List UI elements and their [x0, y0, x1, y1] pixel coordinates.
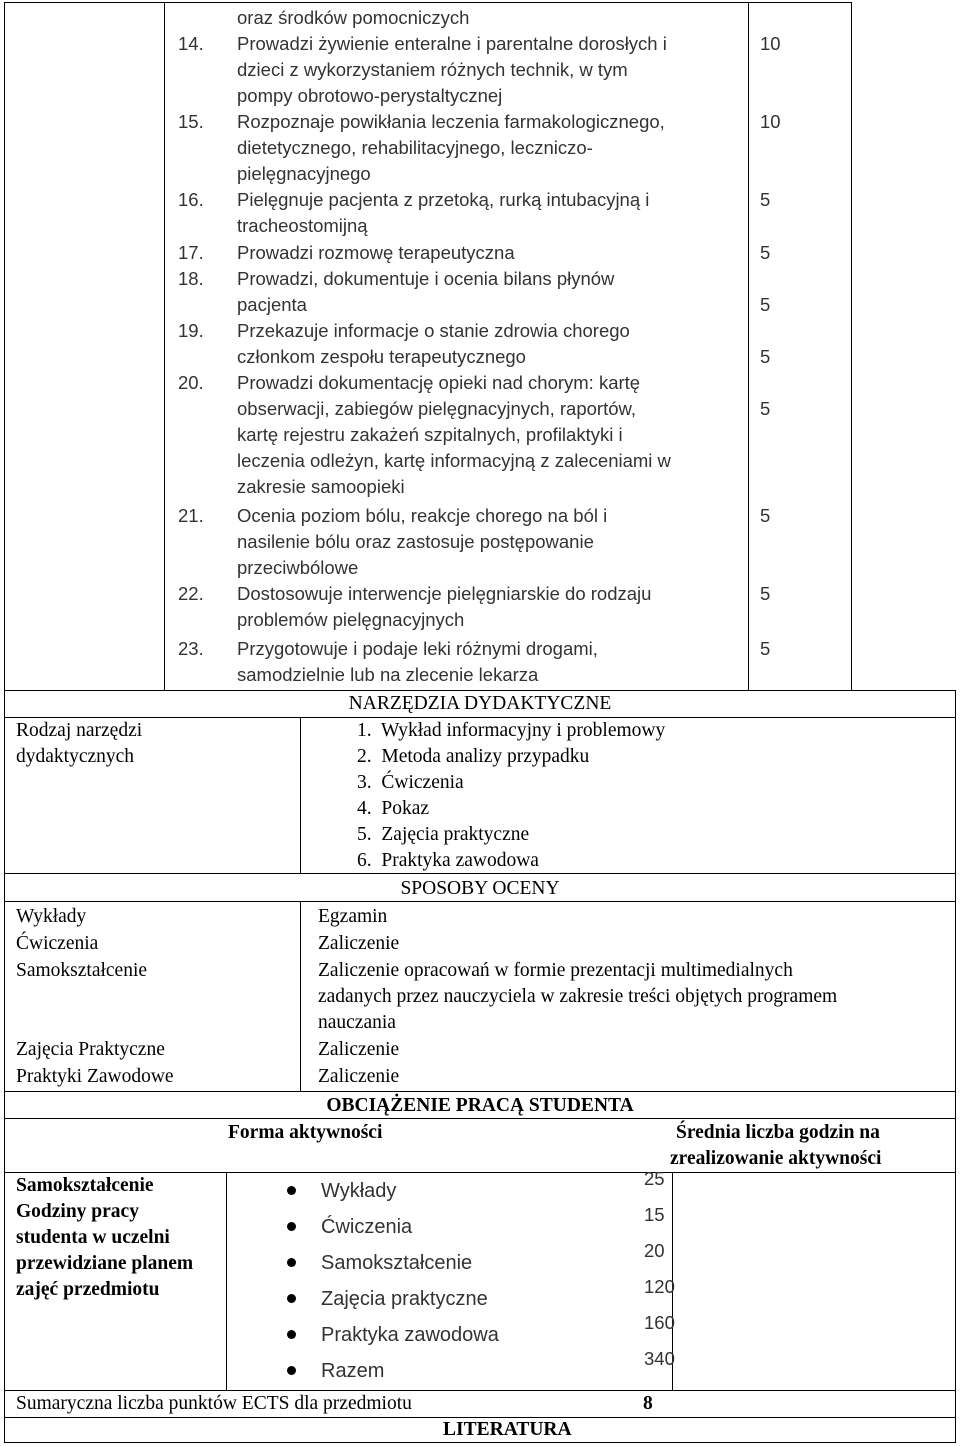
item-text-line: Prowadzi dokumentację opieki nad chorym: kartę — [237, 372, 641, 393]
bullet-icon — [287, 1330, 296, 1339]
item-number: 14. — [178, 33, 204, 54]
item-text-line: leczenia odleżyn, kartę informacyjną z zaleceniami w — [237, 450, 671, 471]
assessment-heading: SPOSOBY OCENY — [400, 878, 560, 899]
item-text-line: członkom zespołu terapeutycznego — [237, 346, 526, 367]
continuation-line: oraz środków pomocniczych — [237, 7, 470, 28]
item-text-line: kartę rejestru zakażeń szpitalnych, profilaktyki i — [237, 424, 623, 445]
item-number: 21. — [178, 505, 204, 526]
ects-label: Sumaryczna liczba punktów ECTS dla przedmiotu — [16, 1393, 412, 1414]
item-text-line: obserwacji, zabiegów pielęgnacyjnych, raportów, — [237, 398, 636, 419]
item-text-line: dietetycznego, rehabilitacyjnego, leczniczo- — [237, 137, 593, 158]
item-text — [237, 370, 671, 500]
item-text-line: nasilenie bólu oraz zastosuje postępowanie — [237, 531, 594, 552]
item-points: 5 — [760, 189, 771, 210]
activity-name: Praktyka zawodowa — [321, 1324, 499, 1346]
assess-label-exercises: Ćwiczenia — [16, 933, 99, 954]
ects-value: 8 — [643, 1393, 653, 1414]
item-text — [237, 240, 515, 266]
bullet-icon — [287, 1294, 296, 1303]
item-points: 5 — [760, 242, 771, 263]
border-workload-divider — [226, 1172, 227, 1390]
workload-heading: OBCIĄŻENIE PRACĄ STUDENTA — [326, 1095, 634, 1116]
activity-hours: 120 — [644, 1276, 675, 1297]
item-text-line: Prowadzi żywienie enteralne i parentalne dorosłych i — [237, 33, 667, 54]
item-text-line: Przygotowuje i podaje leki różnymi drogami, — [237, 638, 598, 659]
workload-label-line3: studenta w uczelni — [16, 1227, 170, 1248]
item-text — [237, 109, 665, 187]
item-number: 17. — [178, 242, 204, 263]
activity-hours: 160 — [644, 1312, 675, 1333]
activity-hours: 340 — [644, 1348, 675, 1369]
workload-label-line4: przewidziane planem — [16, 1253, 194, 1274]
border-col-points-right — [851, 2, 852, 690]
item-number: 15. — [178, 111, 204, 132]
item-text — [237, 581, 651, 633]
item-text — [237, 318, 630, 370]
border-assess-divider — [300, 901, 301, 1091]
item-text-line: przeciwbólowe — [237, 557, 359, 578]
activity-name: Wykłady — [321, 1180, 397, 1202]
assess-label-practical: Zajęcia Praktyczne — [16, 1039, 165, 1060]
assess-label-selfstudy: Samokształcenie — [16, 960, 148, 981]
item-text-line: problemów pielęgnacyjnych — [237, 609, 465, 630]
assess-value-internship: Zaliczenie — [318, 1066, 400, 1087]
item-number: 23. — [178, 638, 204, 659]
item-number: 16. — [178, 189, 204, 210]
tool-item: 6. Praktyka zawodowa — [357, 850, 539, 871]
assess-value-exercises: Zaliczenie — [318, 933, 400, 954]
tool-item: 1. Wykład informacyjny i problemowy — [357, 720, 666, 741]
activity-name: Zajęcia praktyczne — [321, 1288, 488, 1310]
item-points: 10 — [760, 33, 781, 54]
item-number: 18. — [178, 268, 204, 289]
assess-value-practical: Zaliczenie — [318, 1039, 400, 1060]
item-text — [237, 31, 667, 109]
tool-item: 5. Zajęcia praktyczne — [357, 824, 530, 845]
workload-label-line2: Godziny pracy — [16, 1201, 139, 1222]
literature-heading: LITERATURA — [443, 1419, 572, 1440]
bullet-icon — [287, 1366, 296, 1375]
item-points: 5 — [760, 505, 771, 526]
item-number: 22. — [178, 583, 204, 604]
bullet-icon — [287, 1222, 296, 1231]
activity-name: Ćwiczenia — [321, 1216, 413, 1238]
item-text-line: pacjenta — [237, 294, 307, 315]
activity-hours: 25 — [644, 1168, 665, 1189]
assess-label-lectures: Wykłady — [16, 906, 87, 927]
activity-hours: 15 — [644, 1204, 665, 1225]
item-text — [237, 187, 649, 239]
workload-label-line1: Samokształcenie — [16, 1175, 154, 1196]
tools-label-line2: dydaktycznych — [16, 746, 135, 767]
item-text-line: Pielęgnuje pacjenta z przetoką, rurką intubacyjną i — [237, 189, 650, 210]
item-text-line: Prowadzi rozmowę terapeutyczna — [237, 242, 515, 263]
bullet-icon — [287, 1258, 296, 1267]
tools-label-line1: Rodzaj narzędzi — [16, 720, 143, 741]
item-points: 5 — [760, 346, 771, 367]
assess-value-selfstudy-line2: zadanych przez nauczyciela w zakresie treści objętych programem — [318, 986, 838, 1007]
item-text-line: Przekazuje informacje o stanie zdrowia chorego — [237, 320, 630, 341]
tools-heading: NARZĘDZIA DYDAKTYCZNE — [348, 693, 612, 714]
item-points: 5 — [760, 583, 771, 604]
tool-item: 2. Metoda analizy przypadku — [357, 746, 590, 767]
assess-value-selfstudy-line3: nauczania — [318, 1012, 396, 1033]
item-text-line: tracheostomijną — [237, 215, 368, 236]
workload-col-hours-line1: Średnia liczba godzin na — [676, 1122, 880, 1143]
border-left — [4, 2, 5, 1442]
item-text-line: zakresie samoopieki — [237, 476, 405, 497]
item-number: 20. — [178, 372, 204, 393]
item-points: 5 — [760, 638, 771, 659]
tool-item: 3. Ćwiczenia — [357, 772, 464, 793]
border-tools-divider — [300, 717, 301, 873]
assess-label-internship: Praktyki Zawodowe — [16, 1066, 174, 1087]
border-col-points-left — [748, 2, 749, 690]
border-col-label — [164, 2, 165, 690]
item-text — [237, 503, 607, 581]
border-top — [4, 2, 852, 3]
item-text-line: samodzielnie lub na zlecenie lekarza — [237, 664, 539, 685]
item-points: 5 — [760, 294, 771, 315]
assess-value-lectures: Egzamin — [318, 906, 388, 927]
item-text-line: Dostosowuje interwencje pielęgniarskie do rodzaju — [237, 583, 652, 604]
item-points: 10 — [760, 111, 781, 132]
workload-label-line5: zajęć przedmiotu — [16, 1279, 160, 1300]
bullet-icon — [287, 1186, 296, 1195]
item-text-line: Rozpoznaje powikłania leczenia farmakologicznego, — [237, 111, 665, 132]
item-text-line: pielęgnacyjnego — [237, 163, 371, 184]
assess-value-selfstudy-line1: Zaliczenie opracowań w formie prezentacji multimedialnych — [318, 960, 793, 981]
workload-col-hours-line2: zrealizowanie aktywności — [670, 1148, 882, 1169]
item-text — [237, 266, 614, 318]
item-text-line: Prowadzi, dokumentuje i ocenia bilans płynów — [237, 268, 615, 289]
border-right — [955, 690, 956, 1442]
tool-item: 4. Pokaz — [357, 798, 430, 819]
activity-name: Razem — [321, 1360, 385, 1382]
workload-col-form: Forma aktywności — [228, 1122, 383, 1143]
item-text-line: dzieci z wykorzystaniem różnych technik, w tym — [237, 59, 628, 80]
item-points: 5 — [760, 398, 771, 419]
item-text-line: pompy obrotowo-perystaltycznej — [237, 85, 503, 106]
activity-name: Samokształcenie — [321, 1252, 473, 1274]
item-text — [237, 636, 598, 688]
item-text-line: Ocenia poziom bólu, reakcje chorego na ból i — [237, 505, 608, 526]
item-number: 19. — [178, 320, 204, 341]
activity-hours: 20 — [644, 1240, 665, 1261]
border-assess-bottom — [4, 1091, 956, 1092]
